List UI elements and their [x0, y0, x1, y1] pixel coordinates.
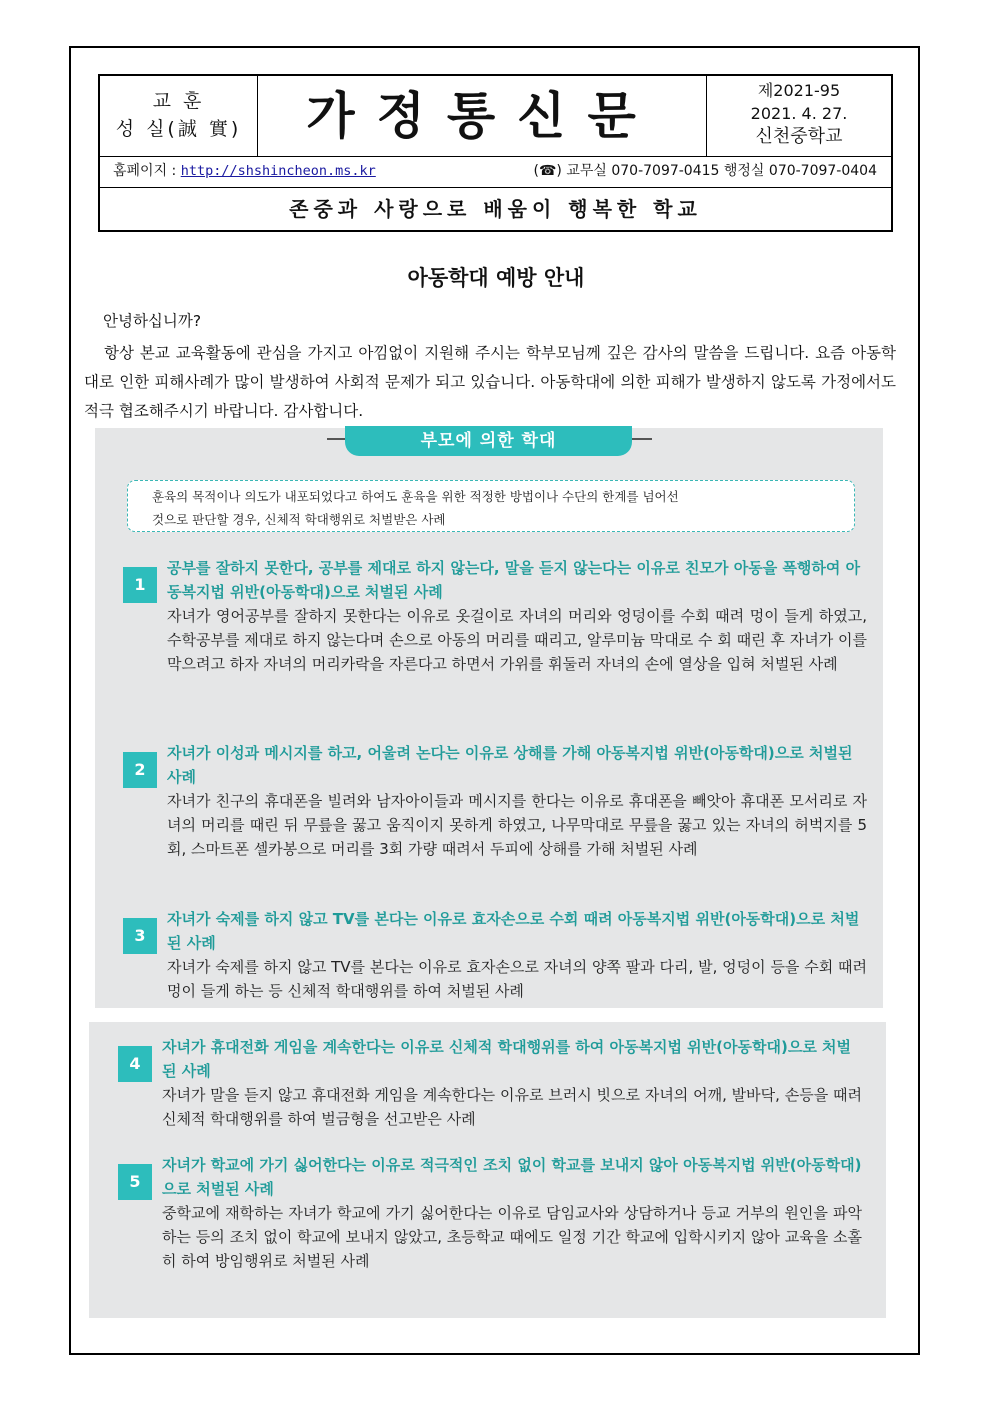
case-number-badge: 5 [118, 1164, 152, 1200]
case-body: 자녀가 친구의 휴대폰을 빌려와 남자아이들과 메시지를 한다는 이유로 휴대폰을 빼앗아 휴대폰 모서리로 자녀의 머리를 때린 뒤 무릎을 꿇고 움직이지 못하게 하였고, 나무막대로 무릎을 꿇고 있는 자녀의 허벅지를 5회, 스마트폰 셀카봉으로 머리를 3회 가량 때려서 두피에 상해를 가해 처벌된 사례 [167, 792, 867, 858]
case-number-badge: 2 [123, 752, 157, 788]
case-body: 자녀가 숙제를 하지 않고 TV를 본다는 이유로 효자손으로 자녀의 양쪽 팔과 다리, 발, 엉덩이 등을 수회 때려 멍이 들게 하는 등 신체적 학대행위를 하여 처벌된 사례 [167, 958, 867, 1000]
case-title: 공부를 잘하지 못한다, 공부를 제대로 하지 않는다, 말을 듣지 않는다는 이유로 친모가 아동을 폭행하여 아동복지법 위반(아동학대)으로 처벌된 사례 [167, 559, 861, 601]
letter-title: 아동학대 예방 안내 [407, 266, 585, 290]
definition-line-2: 것으로 판단할 경우, 신체적 학대행위로 처벌받은 사례 [152, 512, 446, 527]
school-name: 신천중학교 [755, 126, 843, 147]
greeting: 안녕하십니까? [103, 312, 202, 330]
homepage-label: 홈페이지 : [113, 163, 177, 179]
section-heading: 부모에 의한 학대 [345, 426, 632, 456]
contact-row [100, 156, 891, 188]
issue-number: 제2021-95 [757, 81, 841, 100]
case-body: 자녀가 말을 듣지 않고 휴대전화 게임을 계속한다는 이유로 브러시 빗으로 자녀의 어깨, 발바닥, 손등을 때려 신체적 학대행위를 하여 벌금형을 선고받은 사례 [162, 1086, 862, 1128]
case-title: 자녀가 학교에 가기 싫어한다는 이유로 적극적인 조치 없이 학교를 보내지 않아 아동복지법 위반(아동학대)으로 처벌된 사례 [162, 1156, 862, 1198]
cases-panel-2 [89, 1022, 886, 1318]
issue-date: 2021. 4. 27. [750, 104, 848, 123]
school-motto [100, 76, 258, 156]
newsletter-title: 가정통신문 [306, 87, 658, 145]
case-title: 자녀가 휴대전화 게임을 계속한다는 이유로 신체적 학대행위를 하여 아동복지법 위반(아동학대)으로 처벌된 사례 [162, 1038, 852, 1080]
homepage-link[interactable]: http://shshincheon.ms.kr [180, 163, 376, 179]
homepage [113, 156, 376, 187]
motto-value: 성 실(誠 實) [115, 118, 242, 140]
case-number-badge: 3 [123, 918, 157, 954]
case-title: 자녀가 숙제를 하지 않고 TV를 본다는 이유로 효자손으로 수회 때려 아동복지법 위반(아동학대)으로 처벌된 사례 [167, 910, 860, 952]
issue-info [706, 76, 891, 156]
school-slogan: 존중과 사랑으로 배움이 행복한 학교 [289, 197, 702, 221]
definition-line-1: 훈육의 목적이나 의도가 내포되었다고 하여도 훈육을 위한 적정한 방법이나 수단의 한계를 넘어선 [152, 489, 679, 504]
cases-panel-1 [95, 428, 883, 1008]
definition-box [127, 480, 855, 532]
newsletter-header [98, 74, 893, 232]
case-body: 중학교에 재학하는 자녀가 학교에 가기 싫어한다는 이유로 담임교사와 상담하거나 등교 거부의 원인을 파악하는 등의 조치 없이 학교에 보내지 않았고, 초등학교 때에도 일정 기간 학교에 입학시키지 않아 교육을 소홀히 하여 방임행위로 처벌된 사례 [162, 1204, 862, 1270]
header-top-row [100, 76, 891, 157]
motto-label: 교 훈 [152, 90, 205, 112]
case-title: 자녀가 이성과 메시지를 하고, 어울려 논다는 이유로 상해를 가해 아동복지법 위반(아동학대)으로 처벌된 사례 [167, 744, 853, 786]
intro-text: 항상 본교 교육활동에 관심을 가지고 아낌없이 지원해 주시는 학부모님께 깊은 감사의 말씀을 드립니다. 요즘 아동학대로 인한 피해사례가 많이 발생하여 사회적 문제가 되고 있습니다. 아동학대에 의한 피해가 발생하지 않도록 가정에서도 적극 협조해주시기 바랍니다. 감사합니다. [84, 344, 896, 420]
case-number-badge: 1 [123, 567, 157, 603]
phone-numbers: (☎) 교무실 070-7097-0415 행정실 070-7097-0404 [533, 163, 877, 179]
intro-paragraph [84, 339, 896, 426]
case-body: 자녀가 영어공부를 잘하지 못한다는 이유로 옷걸이로 자녀의 머리와 엉덩이를 수회 때려 멍이 들게 하였고, 수학공부를 제대로 하지 않는다며 손으로 아동의 머리를 때리고, 알루미늄 막대로 수 회 때린 후 자녀가 이를 막으려고 하자 자녀의 머리카락을 자른다고 하면서 가위를 휘둘러 자녀의 손에 열상을 입혀 처벌된 사례 [167, 607, 867, 673]
case-number-badge: 4 [118, 1046, 152, 1082]
